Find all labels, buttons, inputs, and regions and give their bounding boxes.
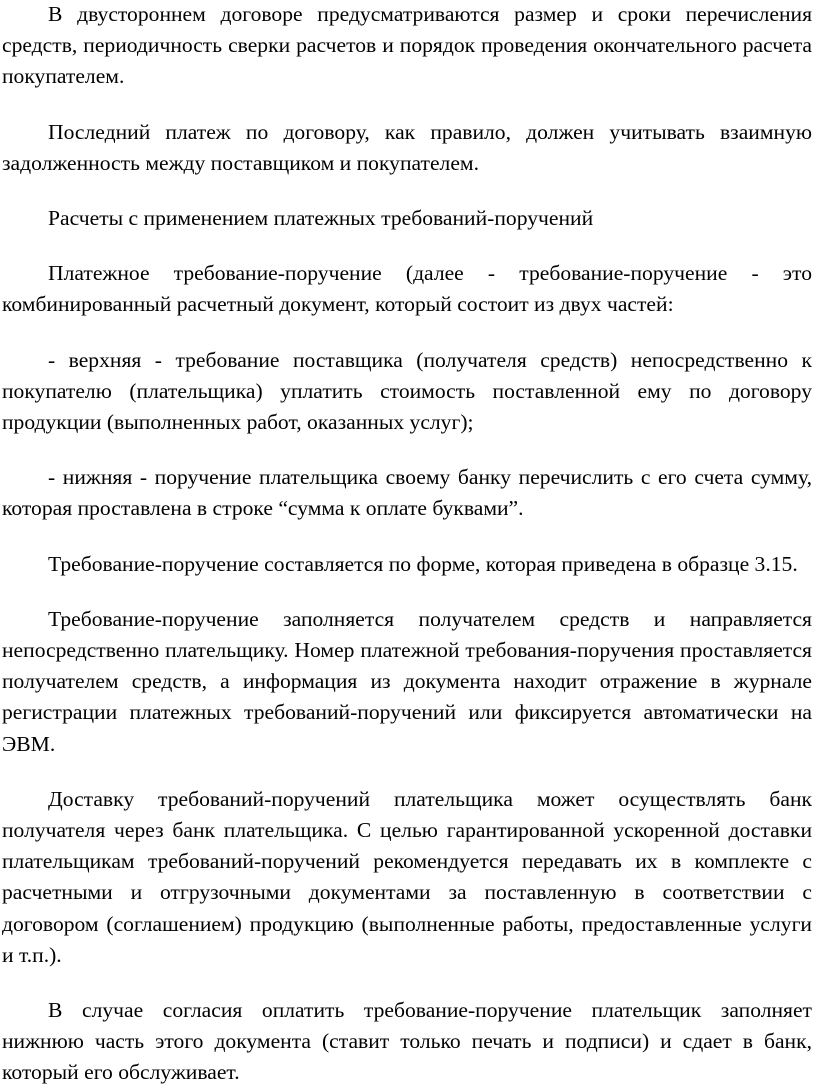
paragraph-form-sample: Требование-поручение составляется по форме, которая приведена в образце 3.15. [48,551,798,576]
paragraph-agreement: В случае согласия оплатить требование-поручение плательщик заполняет нижнюю часть этого документа (ставит только печать и подписи) и сдает в банк, который его обслуживает. [2,998,812,1085]
paragraph-filling: Требование-поручение заполняется получателем средств и направляется непосредственно плательщику. Номер платежной требования-поручения проставляется получателем средств, а информация из документа находит отражение в журнале регистрации платежных требований-поручений или фиксируется автоматически на ЭВМ. [2,606,812,756]
paragraph-upper-part: - верхняя - требование поставщика (получателя средств) непосредственно к покупателю (плательщика) уплатить стоимость поставленной ему по договору продукции (выполненных работ, оказанных услуг); [2,347,812,435]
paragraph-last-payment: Последний платеж по договору, как правило, должен учитывать взаимную задолженность между поставщиком и покупателем. [2,119,812,175]
section-heading-payment-requests: Расчеты с применением платежных требований-поручений [48,206,594,231]
paragraph-lower-part: - нижняя - поручение плательщика своему банку перечислить с его счета сумму, которая проставлена в строке “сумма к оплате буквами”. [2,465,812,521]
paragraph-delivery: Доставку требований-поручений плательщика может осуществлять банк получателя через банк плательщика. С целью гарантированной ускоренной доставки плательщикам требований-поручений рекомендуется передавать их в комплекте с расчетными и отгрузочными документами за поставленную в соответствии с договором (соглашением) продукцию (выполненные работы, предоставленные услуги и т.п.). [2,786,812,967]
paragraph-bilateral-contract: В двустороннем договоре предусматриваются размер и сроки перечисления средств, периодичность сверки расчетов и порядок проведения окончательного расчета покупателем. [2,2,812,89]
paragraph-definition: Платежное требование-поручение (далее - требование-поручение - это комбинированный расчетный документ, который состоит из двух частей: [2,261,812,317]
